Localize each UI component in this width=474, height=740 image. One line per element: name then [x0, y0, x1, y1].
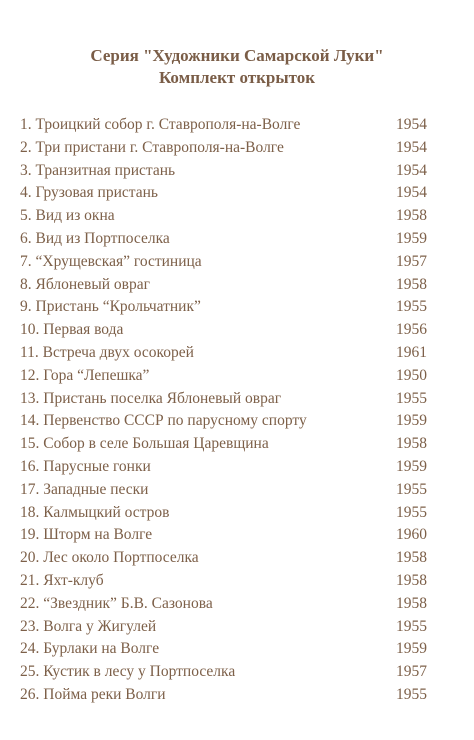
- list-item: [0, 114, 474, 137]
- postcard-year: 1950: [396, 366, 427, 384]
- postcard-title: 8. Яблоневый овраг: [20, 275, 150, 293]
- postcard-title: 4. Грузовая пристань: [20, 184, 158, 202]
- list-item: [0, 205, 474, 228]
- postcard-title: 3. Транзитная пристань: [20, 161, 176, 179]
- list-item: [0, 661, 474, 684]
- list-item: [0, 137, 474, 160]
- postcard-year: 1959: [396, 412, 427, 430]
- list-item: [0, 433, 474, 456]
- set-subtitle: Комплект открыток: [158, 68, 316, 87]
- postcard-title: 14. Первенство СССР по парусному спорту: [20, 412, 307, 430]
- postcard-title: 26. Пойма реки Волги: [20, 685, 166, 703]
- postcard-title: 13. Пристань поселка Яблоневый овраг: [20, 389, 282, 407]
- postcard-title: 16. Парусные гонки: [20, 457, 151, 475]
- postcard-year: 1959: [396, 229, 427, 247]
- postcard-year: 1955: [396, 480, 427, 498]
- postcard-year: 1954: [396, 184, 427, 202]
- postcard-title: 18. Калмыцкий остров: [20, 503, 170, 521]
- postcard-year: 1957: [396, 252, 427, 270]
- postcard-title: 24. Бурлаки на Волге: [20, 640, 160, 658]
- postcard-year: 1959: [396, 457, 427, 475]
- postcard-list: [0, 114, 474, 707]
- postcard-title: 23. Волга у Жигулей: [20, 617, 157, 635]
- list-item: [0, 274, 474, 297]
- postcard-title: 22. “Звездник” Б.В. Сазонова: [20, 594, 213, 612]
- list-item: [0, 524, 474, 547]
- list-item: [0, 502, 474, 525]
- list-item: [0, 342, 474, 365]
- postcard-year: 1958: [396, 571, 427, 589]
- list-item: [0, 684, 474, 707]
- list-item: [0, 410, 474, 433]
- postcard-year: 1955: [396, 685, 427, 703]
- list-item: [0, 616, 474, 639]
- list-item: [0, 296, 474, 319]
- postcard-year: 1954: [396, 116, 427, 133]
- postcard-title: 1. Троицкий собор г. Ставрополя-на-Волге: [20, 116, 301, 133]
- postcard-title: 5. Вид из окна: [20, 207, 115, 225]
- list-item: [0, 365, 474, 388]
- postcard-title: 6. Вид из Портпоселка: [20, 229, 170, 247]
- postcard-title: 19. Шторм на Волге: [20, 526, 153, 544]
- list-item: [0, 160, 474, 183]
- postcard-year: 1958: [396, 275, 427, 293]
- postcard-year: 1958: [396, 435, 427, 453]
- list-item: [0, 182, 474, 205]
- postcard-title: 20. Лес около Портпоселка: [20, 549, 199, 567]
- postcard-year: 1956: [396, 321, 427, 339]
- list-item: [0, 251, 474, 274]
- postcard-year: 1955: [396, 298, 427, 316]
- postcard-year: 1958: [396, 549, 427, 567]
- postcard-title: 2. Три пристани г. Ставрополя-на-Волге: [20, 138, 284, 156]
- list-item: [0, 638, 474, 661]
- postcard-title: 15. Собор в селе Большая Царевщина: [20, 435, 269, 453]
- postcard-year: 1955: [396, 503, 427, 521]
- list-item: [0, 456, 474, 479]
- postcard-year: 1958: [396, 207, 427, 225]
- postcard-year: 1961: [396, 343, 427, 361]
- list-item: [0, 228, 474, 251]
- list-item: [0, 319, 474, 342]
- postcard-title: 10. Первая вода: [20, 321, 124, 339]
- postcard-title: 17. Западные пески: [20, 480, 149, 498]
- postcard-title: 7. “Хрущевская” гостиница: [20, 252, 202, 270]
- list-item: [0, 479, 474, 502]
- postcard-year: 1955: [396, 389, 427, 407]
- postcard-title: 9. Пристань “Крольчатник”: [20, 298, 201, 316]
- postcard-year: 1955: [396, 617, 427, 635]
- list-item: [0, 547, 474, 570]
- page-header: [0, 45, 474, 89]
- postcard-year: 1957: [396, 663, 427, 681]
- postcard-year: 1960: [396, 526, 427, 544]
- postcard-title: 12. Гора “Лепешка”: [20, 366, 150, 384]
- postcard-year: 1954: [396, 138, 427, 156]
- postcard-year: 1959: [396, 640, 427, 658]
- postcard-title: 11. Встреча двух осокорей: [20, 343, 194, 361]
- postcard-title: 25. Кустик в лесу у Портпоселка: [20, 663, 236, 681]
- list-item: [0, 570, 474, 593]
- postcard-title: 21. Яхт-клуб: [20, 571, 104, 589]
- postcard-year: 1954: [396, 161, 427, 179]
- series-title: Серия "Художники Самарской Луки": [90, 46, 384, 65]
- postcard-year: 1958: [396, 594, 427, 612]
- list-item: [0, 593, 474, 616]
- list-item: [0, 388, 474, 411]
